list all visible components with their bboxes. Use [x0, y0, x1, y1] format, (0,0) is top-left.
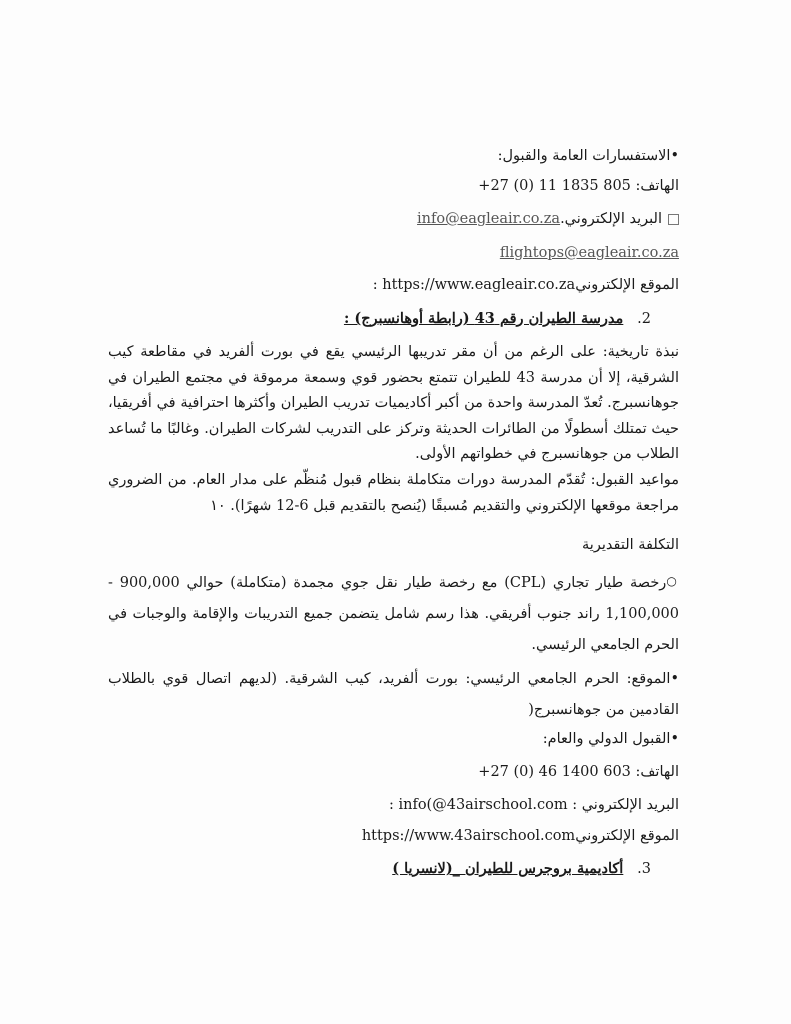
email-link[interactable]: info@eagleair.co.za: [417, 211, 561, 227]
email2-line: [108, 243, 679, 263]
intl-website-line: [108, 826, 679, 846]
intl-title: •القبول الدولي والعام:: [542, 731, 679, 747]
intl-email-suffix: :: [388, 797, 399, 813]
section2-heading-line: [108, 309, 651, 329]
history-paragraph: نبذة تاريخية: على الرغم من أن مقر تدريبها الرئيسي يقع في بورت ألفريد في مقاطعة كيب الشرقية، إلا أن مدرسة 43 للطيران تتمتع بحضور قوي وسمعة مرموقة في مجتمع الطيران في جوهانسبرج. تُعدّ المدرسة واحدة من أكبر أكاديميات تدريب الطيران وأكثرها احترافية في أفريقيا، حيث تمتلك أسطولًا من الطائرات الحديثة وتركز على التدريب لشركات الطيران. وغالبًا ما تُساعد الطلاب من جوهانسبرج في خطواتهم الأولى.: [108, 344, 679, 462]
inquiries-title: •الاستفسارات العامة والقبول:: [497, 148, 679, 164]
website-suffix: :: [372, 277, 383, 293]
email2-link[interactable]: flightops@eagleair.co.za: [499, 245, 679, 261]
cost-paragraph: [108, 566, 679, 661]
intl-phone-number: +27 (0) 46 1400 603: [478, 764, 631, 780]
intl-phone-label: الهاتف:: [630, 764, 679, 780]
section3-heading-line: [108, 859, 651, 879]
intl-email-line: [108, 795, 679, 815]
section3-heading: أكاديمية بروجرس للطيران _(لانسريا ): [392, 860, 624, 877]
website-url[interactable]: https://www.eagleair.co.za: [382, 277, 576, 293]
cost-text: رخصة طيار تجاري (CPL) مع رخصة طيار نقل جوي مجمدة (متكاملة) حوالي 900,000 - 1,100,000 راند جنوب أفريقي. هذا رسم شامل يتضمن جميع التدريبات والإقامة والوجبات في الحرم الجامعي الرئيسي.: [108, 575, 679, 653]
website-line: [108, 275, 679, 295]
phone-label: الهاتف:: [630, 178, 679, 194]
phone-number: +27 (0) 11 1835 805: [478, 178, 631, 194]
cost-title: التكلفة التقديرية: [582, 537, 679, 553]
intl-phone-line: [108, 762, 679, 782]
phone-line: [108, 176, 679, 196]
section3-number: 3.: [637, 861, 651, 877]
admission-paragraph: مواعيد القبول: تُقدّم المدرسة دورات متكاملة بنظام قبول مُنظّم على مدار العام. من الضروري مراجعة موقعها الإلكتروني والتقديم مُسبقًا (يُنصح بالتقديم قبل 6-12 شهرًا). ١٠: [108, 472, 679, 514]
intl-website-label: الموقع الإلكتروني: [575, 828, 679, 844]
website-label: الموقع الإلكتروني: [575, 277, 679, 293]
email-label: البريد الإلكتروني.: [560, 211, 662, 227]
email-line: [108, 209, 679, 229]
circle-bullet-icon: ○: [666, 574, 679, 588]
intl-website-url[interactable]: https://www.43airschool.com: [361, 828, 576, 844]
intl-email-label: البريد الإلكتروني :: [567, 797, 679, 813]
intl-email[interactable]: info(@43airschool.com: [398, 797, 568, 813]
section2-number: 2.: [637, 311, 651, 327]
section2-heading: مدرسة الطيران رقم 43 (رابطة أوهانسبرج) :: [343, 310, 624, 327]
checkbox-icon: [668, 214, 679, 225]
location-paragraph: •الموقع: الحرم الجامعي الرئيسي: بورت ألفريد، كيب الشرقية. (لديهم اتصال قوي بالطلاب القادمين من جوهانسبرج(: [108, 671, 679, 718]
